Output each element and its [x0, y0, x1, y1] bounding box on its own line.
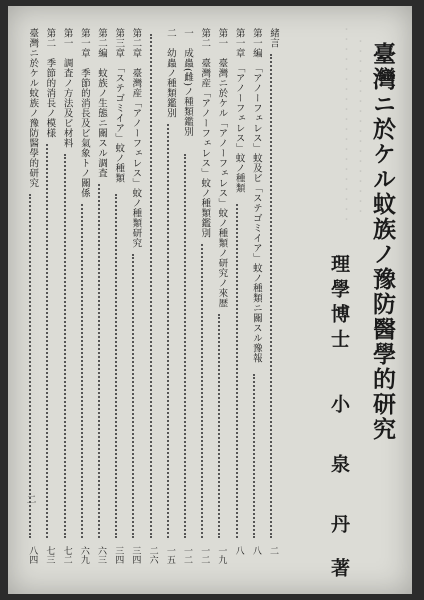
toc-entry-label: 第一章 「アノーフェレス」蚊ノ種類: [233, 28, 245, 194]
author-name-3: 丹: [328, 514, 350, 533]
toc-leader-dots: [218, 314, 222, 538]
toc-leader-dots: [132, 254, 136, 538]
toc-entry-page: 二: [268, 546, 278, 555]
toc-entry-page: 八: [233, 546, 244, 555]
toc-leader-dots: [184, 154, 188, 538]
toc-entry-page: 七二: [61, 546, 72, 564]
toc-entry-page: 二六: [147, 546, 158, 564]
toc-leader-dots: [150, 34, 154, 538]
toc-leader-dots: [81, 204, 85, 538]
toc-entry-label: 緒言: [268, 28, 279, 48]
author-suffix: 著: [328, 558, 350, 577]
toc-entry-page: 三四: [113, 546, 124, 564]
toc-leader-dots: [29, 194, 33, 538]
toc-entry-page: 八四: [27, 546, 38, 564]
toc-entry-label: 第三章 「ステゴミイア」蚊ノ種類: [113, 28, 125, 184]
toc-leader-dots: [98, 184, 102, 538]
toc-leader-dots: [46, 144, 50, 538]
toc-entry-label: 第一 調査ノ方法及ビ材料: [61, 28, 73, 148]
toc-entry-page: 一九: [216, 546, 227, 564]
toc-entry-page: 一五: [164, 546, 175, 564]
toc-entry-label: 二 幼蟲ノ種類鑑別: [164, 28, 176, 118]
toc-leader-dots: [167, 124, 171, 538]
toc-leader-dots: [115, 194, 119, 538]
toc-entry-page: 七三: [44, 546, 55, 564]
author-name-1: 小: [328, 394, 350, 413]
toc-leader-dots: [64, 154, 68, 538]
bleed-through-text: ・・・・・・・・・・・・・・・・・・・・: [339, 24, 350, 224]
toc-entry-page: 一二: [199, 546, 210, 564]
toc-entry-page: 六三: [96, 546, 106, 564]
toc-leader-dots: [201, 244, 205, 538]
toc-entry-label: 第二 臺灣産「アノーフェレス」蚊ノ種類鑑別: [199, 28, 211, 238]
toc-entry-page: 六九: [78, 546, 89, 564]
toc-entry-page: 一二: [182, 546, 192, 564]
toc-entry-label: 第一章 季節的消長及ビ氣象トノ關係: [78, 28, 90, 198]
toc-entry-label: 第二章 臺灣産「アノーフェレス」蚊ノ種類研究: [130, 28, 142, 248]
bleed-through-text: ・・・・・・・・・・・・・・・・・・: [353, 36, 364, 216]
toc-leader-dots: [236, 204, 240, 538]
margin-mark: 二: [24, 494, 35, 504]
toc-entry-label: 第二編 蚊族ノ生態ニ關スル調査: [96, 28, 107, 178]
toc-entry-label: 臺灣ニ於ケル蚊族ノ豫防醫學的研究: [27, 28, 39, 188]
author-degree: 理學博士: [328, 254, 350, 354]
document-page: [8, 6, 412, 594]
toc-leader-dots: [253, 374, 257, 538]
document-title: 臺灣ニ於ケル蚊族ノ豫防醫學的研究: [369, 42, 396, 442]
toc-entry-label: 第一 臺灣ニ於ケル「アノーフェレス」蚊ノ種類ノ研究ノ來歴: [216, 28, 228, 308]
toc-entry-page: 三四: [130, 546, 141, 564]
toc-entry-label: 第二 季節的消長ノ模様: [44, 28, 56, 138]
author-name-2: 泉: [328, 454, 350, 473]
toc-entry-label: 第一編 「アノーフェレス」蚊及ビ「ステゴミイア」蚊ノ種類ニ關スル豫報: [250, 28, 262, 364]
toc-entry-page: 八: [250, 546, 261, 555]
toc-entry-label: 一 成蟲(雌)ノ種類鑑別: [182, 28, 193, 137]
toc-leader-dots: [270, 54, 274, 538]
